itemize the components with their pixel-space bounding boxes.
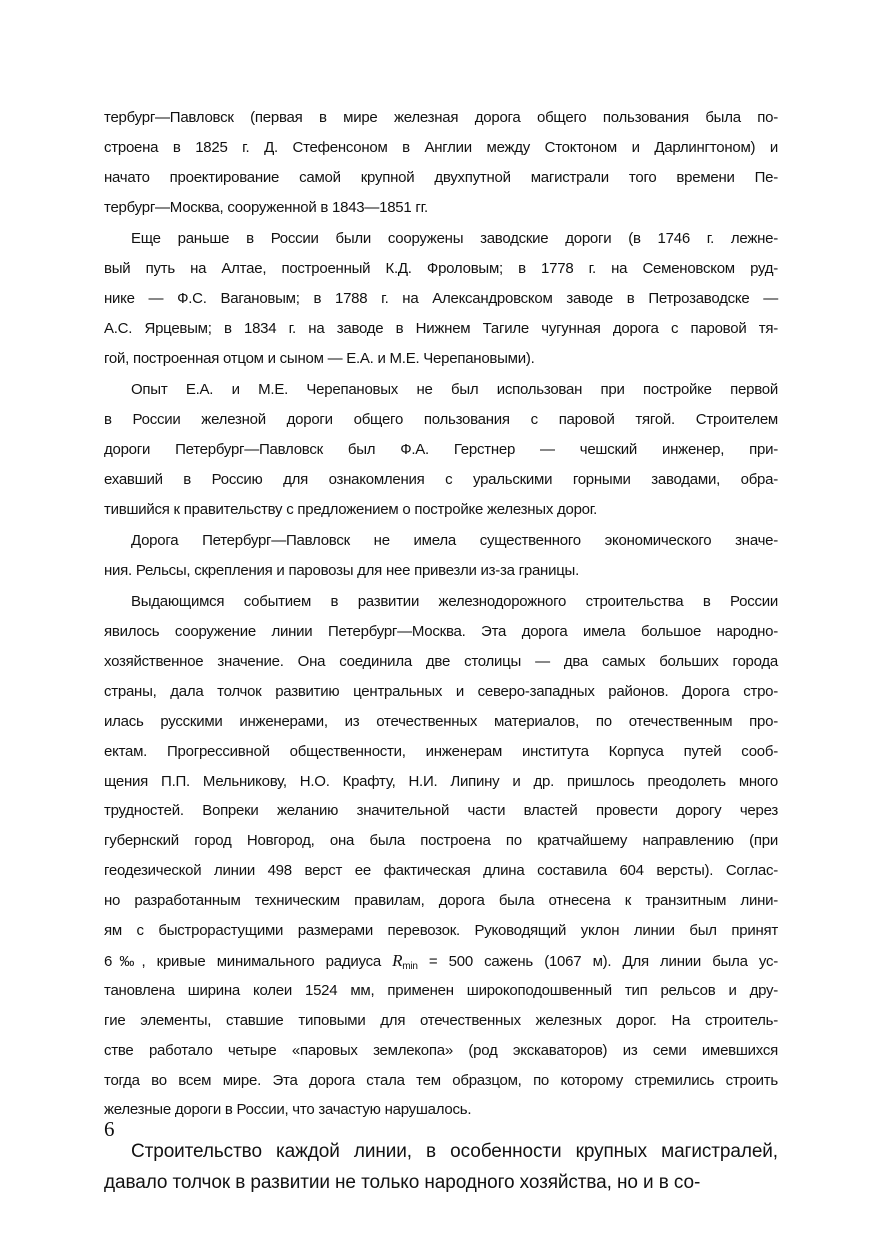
- text-line: Выдающимся событием в развитии железнодорожного строительства в России: [131, 593, 778, 611]
- text-line: но разработанным техническим правилам, дорога была отнесена к транзитным лини-: [104, 892, 778, 910]
- text-line: Опыт Е.А. и М.Е. Черепановых не был использован при постройке первой: [131, 381, 778, 399]
- text-line: ния. Рельсы, скрепления и паровозы для нее привезли из-за границы.: [104, 561, 579, 579]
- text-line: геодезической линии 498 верст ее фактическая длина составила 604 версты). Соглас-: [104, 862, 778, 880]
- text-line: гие элементы, ставшие типовыми для отечественных железных дорог. На строитель-: [104, 1011, 778, 1029]
- paragraph-gap: [104, 1125, 778, 1127]
- paragraph: [104, 526, 778, 586]
- text-line: илась русскими инженерами, из отечественных материалов, по отечественным про-: [104, 712, 778, 730]
- text-line: строена в 1825 г. Д. Стефенсоном в Англии между Стоктоном и Дарлингтоном) и: [104, 138, 778, 156]
- text-line: тановлена ширина колеи 1524 мм, применен широкоподошвенный тип рельсов и дру-: [104, 981, 778, 999]
- text-line: гой, построенная отцом и сыном — Е.А. и М.Е. Черепановыми).: [104, 349, 535, 367]
- text-line: Дорога Петербург—Павловск не имела существенного экономического значе-: [131, 531, 778, 549]
- text-line: дороги Петербург—Павловск был Ф.А. Герстнер — чешский инженер, при-: [104, 440, 778, 458]
- text-line: тогда во всем мире. Эта дорога стала тем образцом, по которому стремились строить: [104, 1071, 778, 1089]
- text-line: железные дороги в России, что зачастую нарушалось.: [104, 1101, 472, 1119]
- text-line: ям с быстрорастущими размерами перевозок. Руководящий уклон линии был принят: [104, 922, 778, 940]
- text-line: тившийся к правительству с предложением о постройке железных дорог.: [104, 500, 598, 518]
- text-line: нике — Ф.С. Вагановым; в 1788 г. на Александровском заводе в Петрозаводске —: [104, 289, 778, 307]
- paragraph: [104, 375, 778, 524]
- text-line: ехавший в Россию для ознакомления с уральскими горными заводами, обра-: [104, 470, 778, 488]
- page-number: 6: [104, 1117, 115, 1141]
- radius-symbol: R: [392, 950, 403, 970]
- radius-subscript: min: [402, 960, 418, 972]
- paragraph: [104, 224, 778, 373]
- text-line: Строительство каждой линии, в особенности крупных магистралей,: [131, 1140, 778, 1162]
- text-segment: 6‰, кривые минимального радиуса: [104, 952, 393, 970]
- text-line: щения П.П. Мельникову, Н.О. Крафту, Н.И. Липину и др. пришлось преодолеть много: [104, 772, 778, 790]
- page-body: [104, 103, 778, 1198]
- text-line: начато проектирование самой крупной двухпутной магистрали того времени Пе-: [104, 168, 778, 186]
- text-segment: = 500 сажень (1067 м). Для линии была ус-: [417, 952, 779, 970]
- paragraph: [104, 587, 778, 1125]
- text-line: в России железной дороги общего пользования с паровой тягой. Строителем: [104, 410, 778, 428]
- text-line: Еще раньше в России были сооружены заводские дороги (в 1746 г. лежне-: [131, 230, 778, 248]
- text-line: трудностей. Вопреки желанию значительной части властей провести дорогу через: [104, 802, 778, 820]
- text-line: тербург—Москва, сооруженной в 1843—1851 гг.: [104, 198, 428, 216]
- closing-paragraph: [104, 1136, 778, 1198]
- text-line: вый путь на Алтае, построенный К.Д. Фроловым; в 1778 г. на Семеновском руд-: [104, 259, 778, 277]
- text-line: ектам. Прогрессивной общественности, инженерам института Корпуса путей сооб-: [104, 742, 778, 760]
- text-line: страны, дала толчок развитию центральных и северо-западных районов. Дорога стро-: [104, 682, 778, 700]
- text-line: давало толчок в развитии не только народного хозяйства, но и в со-: [104, 1171, 701, 1193]
- text-line: хозяйственное значение. Она соединила две столицы — два самых больших города: [104, 653, 778, 671]
- text-line: губернский город Новгород, она была построена по кратчайшему направлению (при: [104, 832, 778, 850]
- paragraph: [104, 103, 778, 223]
- text-line: явилось сооружение линии Петербург—Москва. Эта дорога имела большое народно-: [104, 623, 778, 641]
- text-line: стве работало четыре «паровых землекопа» (род экскаваторов) из семи имевшихся: [104, 1041, 778, 1059]
- text-line: [104, 946, 778, 976]
- text-line: А.С. Ярцевым; в 1834 г. на заводе в Нижнем Тагиле чугунная дорога с паровой тя-: [104, 319, 778, 337]
- text-line: тербург—Павловск (первая в мире железная дорога общего пользования была по-: [104, 109, 778, 126]
